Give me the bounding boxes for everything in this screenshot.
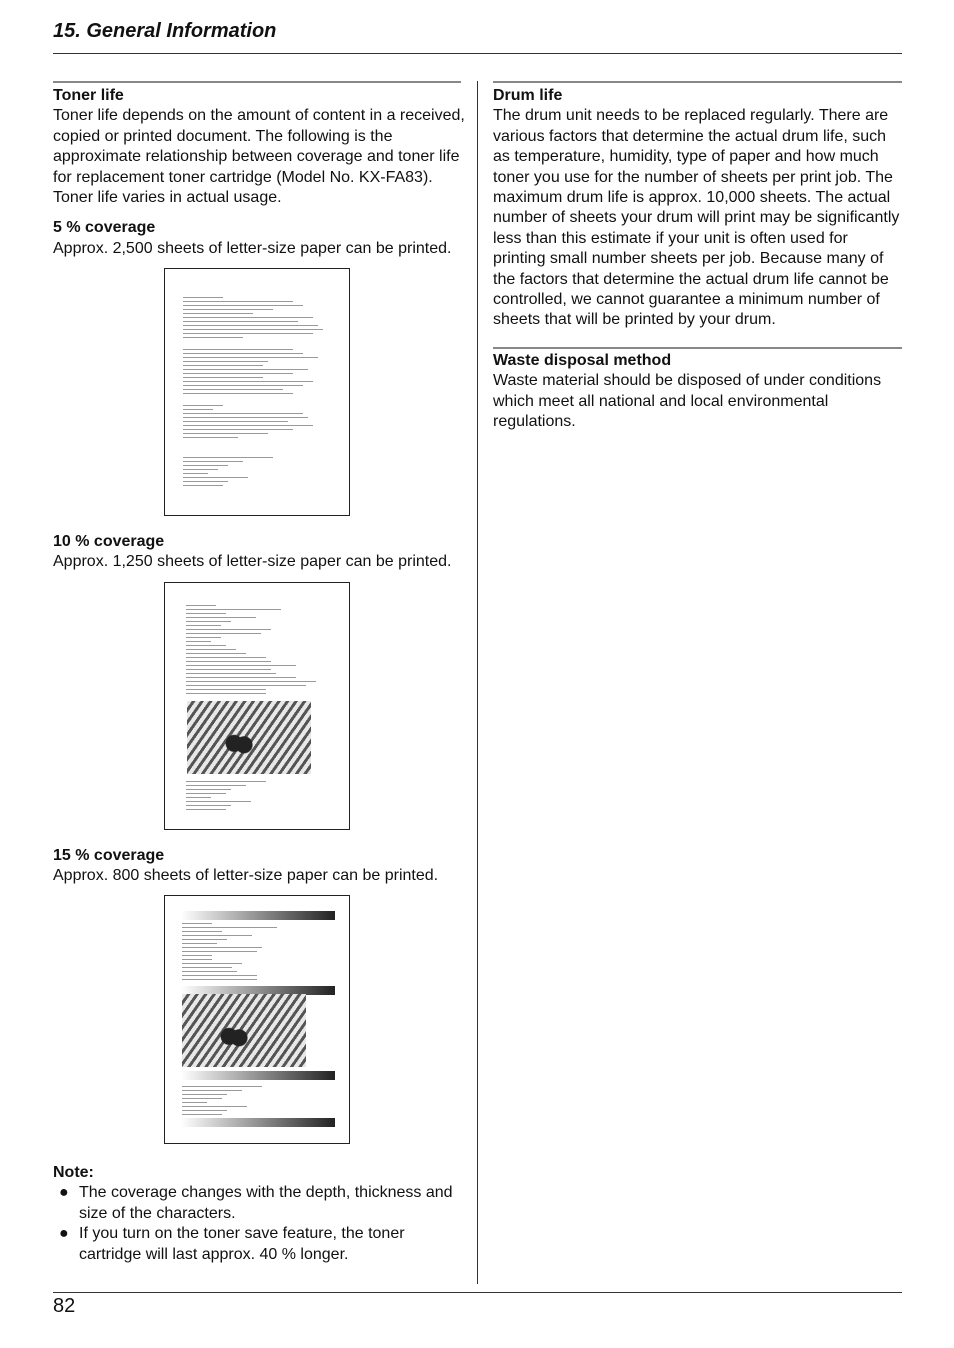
toner-life-intro: Toner life depends on the amount of content in a received, copied or printed document. The following is the approximate relationship between coverage and toner life for replacement toner cartridge (Model No. KX-FA83). Toner life varies in actual usage. bbox=[53, 107, 465, 207]
sample-page-5-percent bbox=[164, 268, 350, 516]
note-section bbox=[53, 1163, 465, 1265]
bullet-icon: ● bbox=[59, 1184, 69, 1202]
waste-section-rule bbox=[493, 347, 902, 349]
coverage-10-text: Approx. 1,250 sheets of letter-size paper can be printed. bbox=[53, 553, 452, 571]
coverage-10-section bbox=[53, 532, 465, 573]
drum-life-text: The drum unit needs to be replaced regularly. There are various factors that determine the actual drum life, such as temperature, humidity, type of paper and how much toner you use for the number of sheets per print job. The maximum drum life is approx. 10,000 sheets. The actual number of sheets your drum will print may be significantly less than this estimate if your unit is often used for printing small number sheets per job. Because many of the factors that determine the actual drum life cannot be controlled, we cannot guarantee a minimum number of sheets that will be printed by your drum. bbox=[493, 107, 900, 329]
drum-life-section bbox=[493, 86, 903, 331]
bullet-icon: ● bbox=[59, 1225, 69, 1243]
coverage-10-heading: 10 % coverage bbox=[53, 533, 165, 550]
note-text: If you turn on the toner save feature, the toner cartridge will last approx. 40 % longer. bbox=[79, 1225, 405, 1263]
page-number: 82 bbox=[53, 1295, 76, 1317]
coverage-15-section bbox=[53, 846, 465, 887]
toner-life-section bbox=[53, 86, 465, 259]
drum-section-rule bbox=[493, 81, 902, 83]
note-item bbox=[53, 1183, 465, 1224]
column-divider bbox=[477, 81, 478, 1284]
sample-page-10-percent bbox=[164, 582, 350, 830]
coverage-5-heading: 5 % coverage bbox=[53, 219, 156, 237]
toner-section-rule bbox=[53, 81, 461, 83]
coverage-15-text: Approx. 800 sheets of letter-size paper can be printed. bbox=[53, 867, 439, 885]
footer-rule bbox=[53, 1292, 902, 1293]
drum-life-heading: Drum life bbox=[493, 87, 563, 104]
waste-disposal-heading: Waste disposal method bbox=[493, 352, 672, 369]
sample-page-15-percent bbox=[164, 895, 350, 1144]
chapter-title: 15. General Information bbox=[53, 20, 277, 42]
note-list bbox=[53, 1183, 465, 1265]
coverage-5-text: Approx. 2,500 sheets of letter-size paper can be printed. bbox=[53, 239, 452, 257]
note-item bbox=[53, 1224, 465, 1265]
note-heading: Note: bbox=[53, 1164, 94, 1181]
waste-disposal-text: Waste material should be disposed of under conditions which meet all national and local environmental regulations. bbox=[493, 372, 882, 431]
header-rule bbox=[53, 53, 902, 54]
note-text: The coverage changes with the depth, thickness and size of the characters. bbox=[79, 1184, 453, 1222]
coverage-15-heading: 15 % coverage bbox=[53, 847, 165, 864]
toner-life-heading: Toner life bbox=[53, 87, 124, 104]
waste-disposal-section bbox=[493, 351, 903, 433]
